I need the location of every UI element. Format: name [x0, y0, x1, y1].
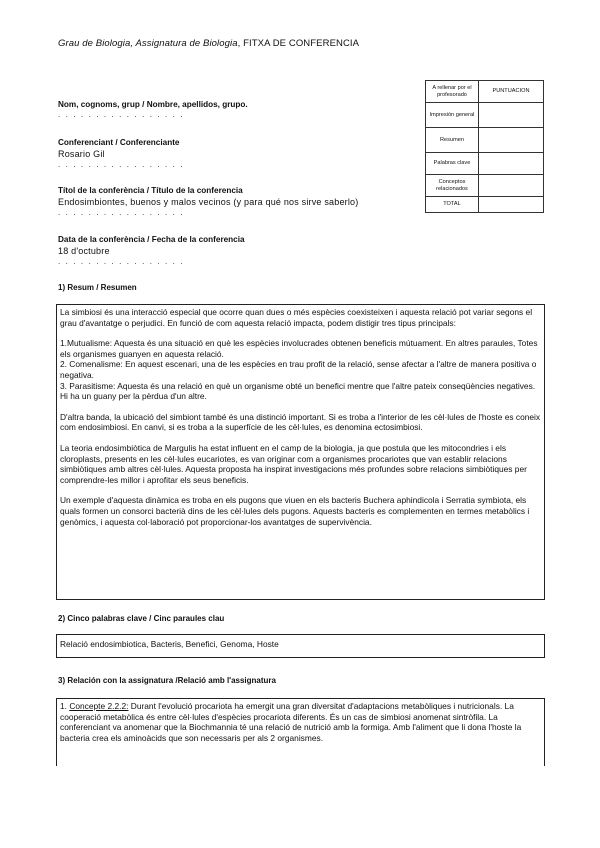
- relation-prefix: 1.: [60, 701, 70, 711]
- lecturer-label: Conferenciant / Conferenciante: [58, 138, 180, 147]
- section-summary-heading: 1) Resum / Resumen: [58, 283, 137, 292]
- title-label: Títol de la conferència / Título de la conferencia: [58, 186, 243, 195]
- relation-concept-link: Concepte 2.2.2:: [69, 701, 129, 711]
- summary-paragraph: [60, 338, 541, 402]
- grade-header-teacher: A rellenar por el profesorado: [426, 81, 479, 103]
- grade-row-label: TOTAL: [426, 197, 479, 213]
- summary-paragraph: Un exemple d'aquesta dinàmica es troba en els pugons que viuen en els bacteris Buchera aphindicola i Serratia symbiota, els quals formen un consorci bacterià dins de les cèl·lules dels pugons. Aquests bacteris es complementen en termes metabòlics i genòmics, i aquesta col·laboració pot proporcionar-los avantatges de supervivència.: [60, 495, 530, 527]
- name-dots[interactable]: . . . . . . . . . . . . . . . . .: [58, 110, 185, 119]
- header-title: , FITXA DE CONFERENCIA: [237, 38, 360, 49]
- summary-line: 2. Comenalisme: En aquest escenari, una de les espècies en trau profit de la relació, sense afectar a l'altre de manera positiva o negativa.: [60, 359, 537, 380]
- name-field: [58, 100, 248, 119]
- grade-row-label: Impresión general: [426, 103, 479, 128]
- relation-text: Durant l'evolució procariota ha emergit una gran diversitat d'adaptacions metabòliques i nutricionals. La cooperació metabòlica és entre cèl·lules d'espècies procariota diferents. És un cas de simbiosi anomenat sintròfila. La conferenciant va anomenar que la Biochmannia té una relació de nutrició amb la formiga. Amb l'aliment que li dona l'hoste la bacteria crea els aminoàcids que son necessaris per als 2 organismes.: [60, 701, 522, 743]
- section-relation-heading: 3) Relación con la assignatura /Relació amb l'assignatura: [58, 676, 276, 685]
- date-label: Data de la conferència / Fecha de la conferencia: [58, 235, 245, 244]
- summary-box[interactable]: [56, 304, 545, 600]
- date-dots: . . . . . . . . . . . . . . . . .: [58, 257, 185, 266]
- lecturer-field: [58, 138, 184, 169]
- summary-line: 1.Mutualisme: Aquesta és una situació en què les espècies involucrades obtenen beneficis mútuament. En altres paraules, Totes els organismes guanyen en aquesta relació.: [60, 338, 538, 359]
- title-field: [58, 186, 358, 217]
- date-field: [58, 235, 245, 266]
- section-keywords-heading: 2) Cinco palabras clave / Cinc paraules clau: [58, 614, 225, 623]
- grade-score-cell[interactable]: [479, 197, 544, 213]
- summary-paragraph: D'altra banda, la ubicació del simbiont també és una distinció important. Si es troba a l'interior de les cèl·lules de l'hoste es coneix com endosimbiosi. En canvi, si es troba a la superfície de les cèl·lules, es denomina ectosimbiosi.: [60, 411, 541, 433]
- grade-score-cell[interactable]: [479, 153, 544, 175]
- grade-table: [425, 80, 544, 213]
- summary-line: 3. Parasitisme: Aquesta és una relació en què un organisme obté un benefici mentre que l'altre pateix conseqüències negatives. Hi ha un guany per la pèrdua d'un altre.: [60, 380, 536, 402]
- lecturer-dots: . . . . . . . . . . . . . . . . .: [58, 160, 185, 169]
- grade-row-label: Palabras clave: [426, 153, 479, 175]
- summary-paragraph: La simbiosi és una interacció especial que ocorre quan dues o més espècies coexisteixen i aquesta relació pot variar segons el grau d'avantatge o perjudici. En funció de com aquesta relació impacta, podem distigir tres tipus principals:: [60, 307, 533, 328]
- title-dots: . . . . . . . . . . . . . . . . .: [58, 208, 185, 217]
- keywords-box[interactable]: Relació endosimbiotica, Bacteris, Benefici, Genoma, Hoste: [56, 634, 545, 658]
- grade-score-cell[interactable]: [479, 175, 544, 197]
- title-value[interactable]: Endosimbiontes, buenos y malos vecinos (y para qué nos sirve saberlo): [58, 197, 359, 207]
- header-italic: Grau de Biologia, Assignatura de Biologia: [58, 38, 238, 49]
- grade-header-score: PUNTUACION: [479, 81, 544, 103]
- relation-box[interactable]: [56, 698, 545, 766]
- grade-row-label: Resumen: [426, 128, 479, 153]
- grade-score-cell[interactable]: [479, 103, 544, 128]
- lecturer-value[interactable]: Rosario Gil: [58, 149, 105, 159]
- document-header: [58, 38, 359, 49]
- name-label: Nom, cognoms, grup / Nombre, apellidos, grupo.: [58, 100, 248, 109]
- summary-paragraph: La teoria endosimbiòtica de Margulis ha estat influent en el camp de la biologia, ja que postula que les mitocondries i els cloroplasts, presents en les cèl·lules eucariotes, es van originar com a organismes procariotes que van establir relacions simbiòtiques amb altres cèl·lules. Aquesta proposta ha inspirat investigacions més profundes sobre relacions simbiòtiques per comprendre-les millor i aprofitar els seus beneficis.: [60, 442, 527, 485]
- grade-score-cell[interactable]: [479, 128, 544, 153]
- date-value[interactable]: 18 d'octubre: [58, 246, 110, 256]
- grade-row-label: Conceptos relacionados: [426, 175, 479, 197]
